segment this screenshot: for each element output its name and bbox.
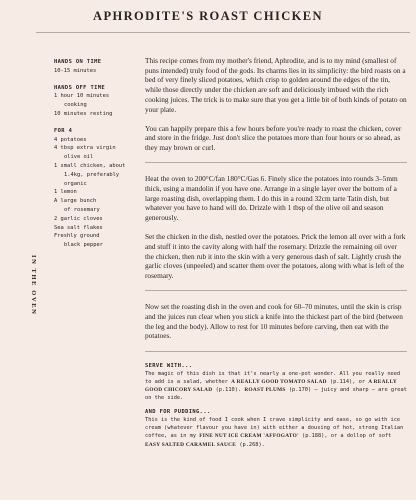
intro-paragraph: You can happily prepare this a few hours before you're ready to roast the chicken, cover and store in the fridge. Just don't slice the potatoes more than four hours or so ahead, as they may brown or curl. [145,123,402,153]
intro-paragraph: This recipe comes from my mother's friend, Aphrodite, and is to my mind (smallest of puns intended) truly food of the gods. Its charms lies in its simplicity: the bird roasts on a bed of very finely sliced potatoes, which crisp to golden around the edges of the tin, while those directly under the chicken are soft and deliciously imbued with the rich cooking juices. The trick is to make sure that you get a little bit of both kinds of potato on your plate. [145,56,407,114]
section-divider [145,162,407,163]
ingredient-item: olive oil [64,154,94,161]
ingredient-item: 4 potatoes [54,136,87,143]
ingredient-item: of rosemary [64,206,100,213]
serve-with-text: The magic of this dish is that it's nearly a one-pot wonder. All you really need to add is a salad, whether A REALLY GOOD TOMATO SALAD (p.114), or A REALLY GOOD CHICORY SALAD (p.110). ROAST PLUMS (p.170) – juicy and sharp – are great on the side. [145,370,407,402]
pudding-text: This is the kind of food I cook when I crave simplicity and ease, so go with ice cream (whatever flavour you have in) with either a dousing of hot, strong Italian coffee, as in my FINE NUT ICE CREAM 'AFFOGATO' (p.188), or a dollop of soft EASY SALTED CARAMEL SAUCE (p.268). [145,417,404,448]
hands-off-label: HANDS OFF TIME [54,84,106,91]
recipe-sidebar [54,58,138,250]
hands-on-value: 10-15 minutes [54,67,97,74]
section-label: IN THE OVEN [30,255,37,316]
serves-label: FOR 4 [54,127,73,134]
recipe-link-caramel-sauce[interactable]: EASY SALTED CARAMEL SAUCE [145,441,237,448]
hands-on-label: HANDS ON TIME [54,59,102,65]
section-divider [145,290,407,291]
ingredient-item: A large bunch [54,198,97,205]
recipe-link-chicory-salad[interactable]: A REALLY GOOD CHICORY SALAD [145,378,397,393]
ingredient-item: 2 garlic cloves [54,215,103,222]
hands-off-line: 1 hour 10 minutes [54,93,110,100]
ingredient-item: 1 small chicken, about [54,162,126,169]
recipe-link-tomato-salad[interactable]: A REALLY GOOD TOMATO SALAD [231,378,327,385]
method-step: Heat the oven to 200°C/fan 180°C/Gas 6. Finely slice the potatoes into rounds 3–5mm thick, using a mandolin if you have one. Arrange in a single layer over the bottom of a large roasting dish, overlapping them. I do this in a round 32cm tarte Tatin dish, but whatever you have to hand will do. Drizzle with 1 tbsp of the olive oil and season generously. [145,174,398,223]
hands-off-line: 10 minutes resting [54,110,113,117]
ingredient-item: 1 lemon [54,189,77,196]
hands-off-line: cooking [64,102,87,109]
ingredient-item: organic [64,180,87,187]
ingredient-item: 4 tbsp extra virgin [54,145,116,152]
ingredient-item: 1.4kg, preferably [64,171,120,178]
pudding-heading: AND FOR PUDDING... [145,409,211,416]
serve-with-heading: SERVE WITH... [145,362,193,369]
title-divider [36,32,410,33]
recipe-body [145,56,407,455]
ingredient-item: black pepper [64,242,103,249]
method-step: Now set the roasting dish in the oven and cook for 60–70 minutes, until the skin is crisp and the juices run clear when you stick a knife into the thickest part of the bird (between the leg and the body). Allow to rest for 10 minutes before carving, then eat with the potatoes. [145,302,403,341]
ingredient-item: Sea salt flakes [54,224,103,231]
recipe-title: APHRODITE'S ROAST CHICKEN [93,9,323,23]
section-divider [145,351,407,352]
ingredient-item: Freshly ground [54,233,100,240]
method-step: Set the chicken in the dish, nestled over the potatoes. Prick the lemon all over with a fork and stuff it into the cavity along with half the rosemary. Drizzle the remaining oil over the chicken, then rub it into the skin with a very generous dash of salt. Lightly crush the garlic cloves (unpeeled) and scatter them over the potatoes, along with what is left of the rosemary. [145,232,406,281]
recipe-link-roast-plums[interactable]: ROAST PLUMS [244,386,286,393]
recipe-link-affogato[interactable]: FINE NUT ICE CREAM 'AFFOGATO' [199,433,299,440]
